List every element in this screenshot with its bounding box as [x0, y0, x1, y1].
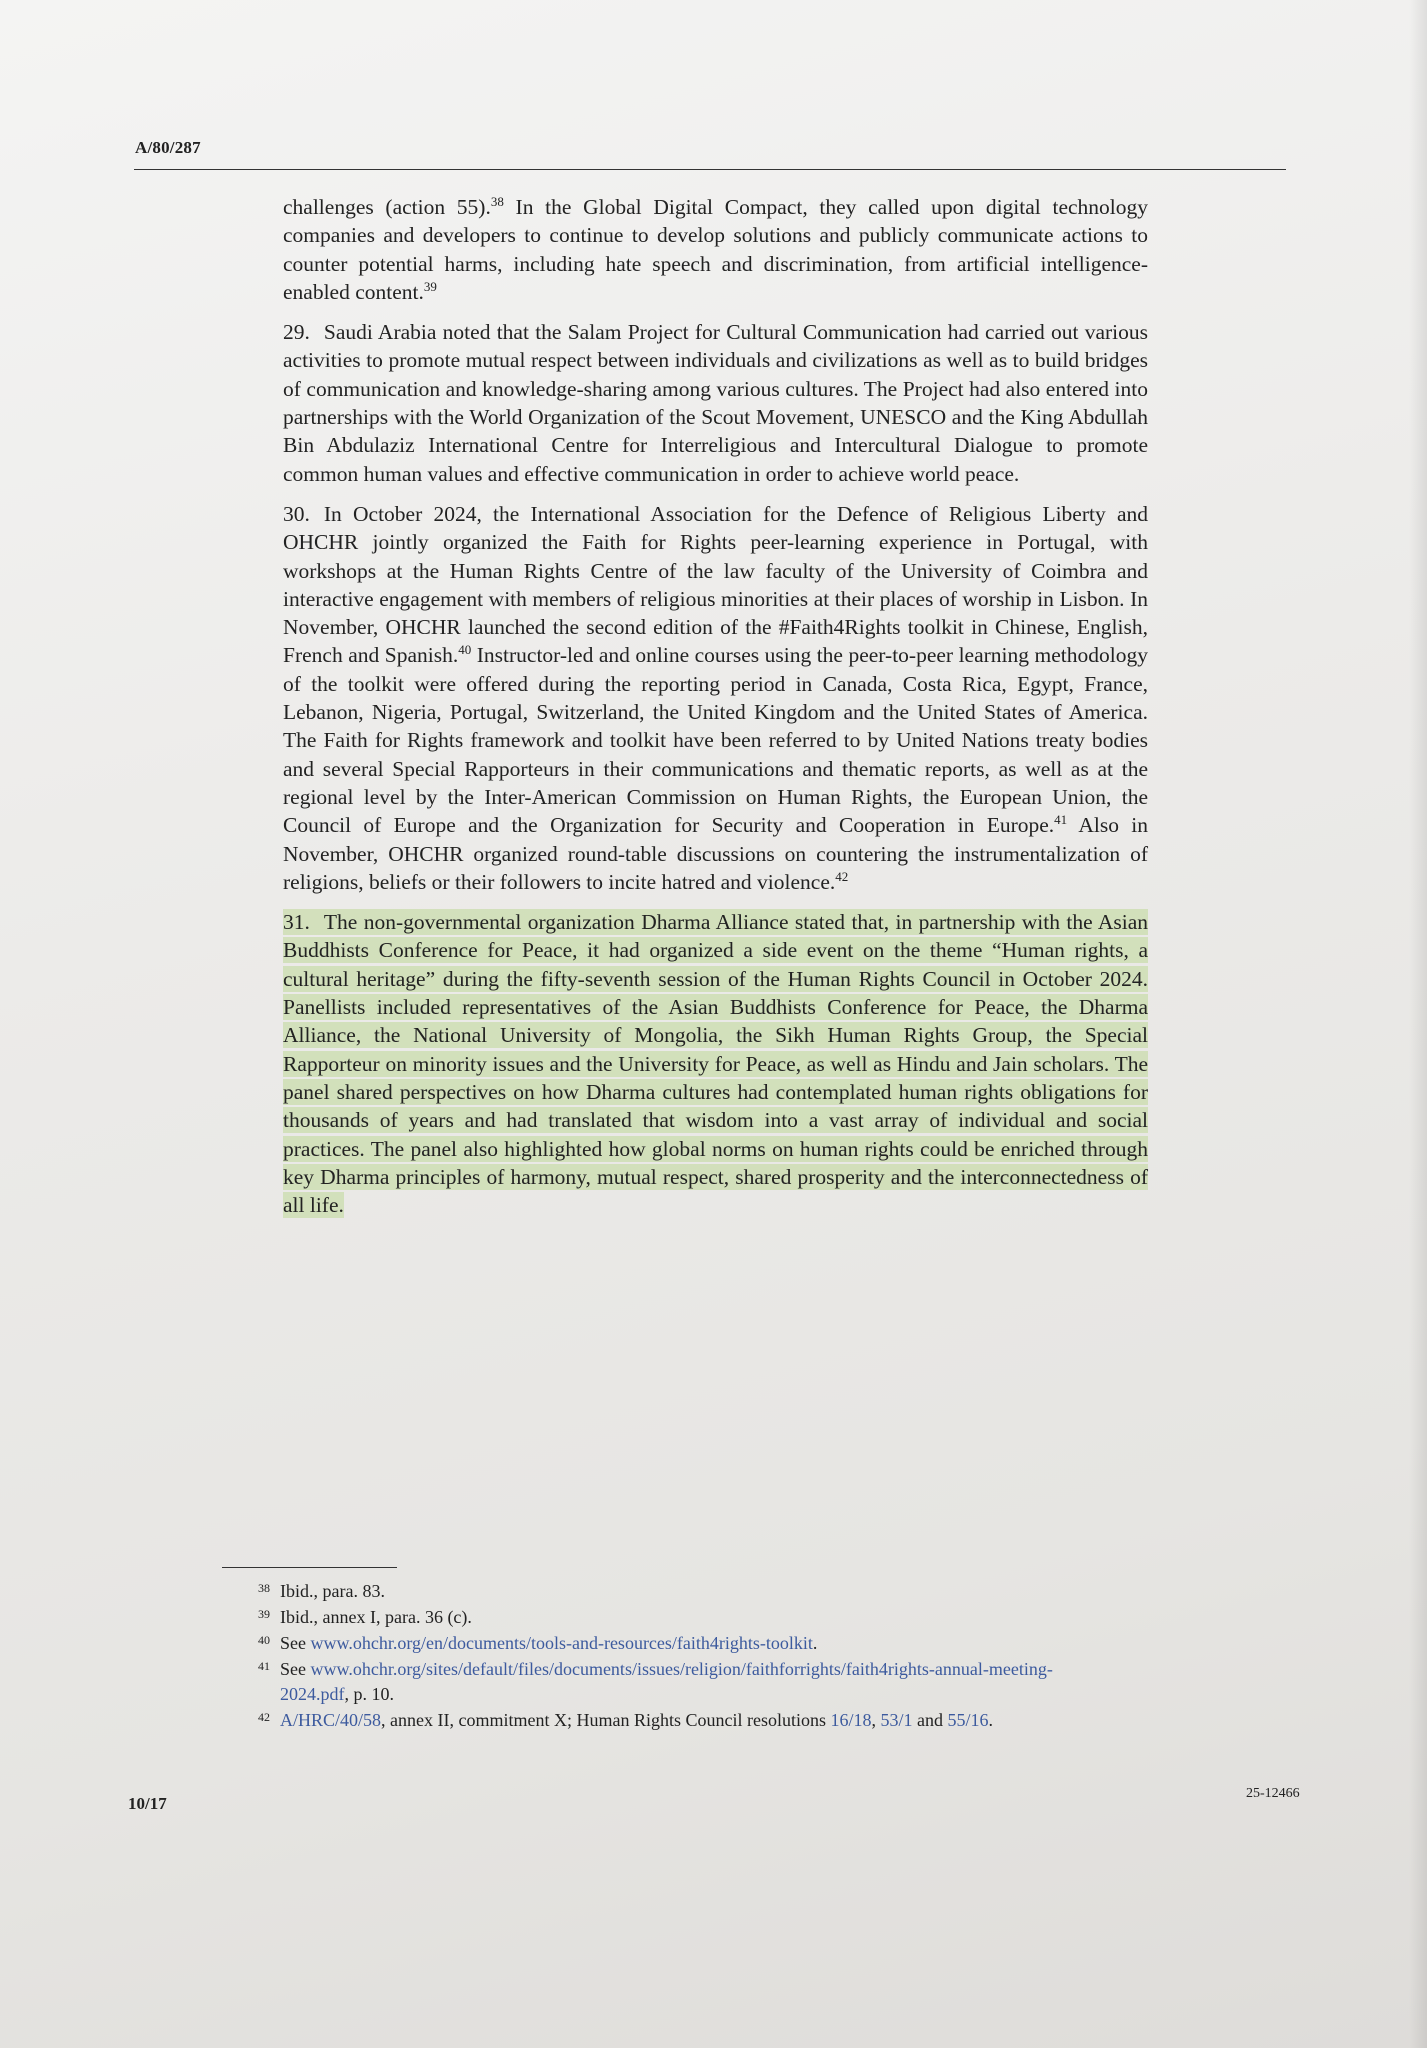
paragraph-29: [283, 318, 1148, 488]
footnote-text: Ibid., para. 83.: [280, 1581, 385, 1601]
body-text: [283, 193, 1148, 1231]
paragraph-number: 29.: [283, 320, 310, 345]
footnote-ref[interactable]: 39: [423, 278, 437, 294]
footnote-number: 38: [258, 1581, 270, 1595]
footnote-text: See: [280, 1633, 311, 1653]
paragraph-text: The non-governmental organization Dharma Alliance stated that, in partnership with the Asian Buddhists Conference for Peace, it had organized a side event on the theme “Human rights, a cultural heritage” during the fifty-seventh session of the Human Rights Council in October 2024. Panellists included representatives of the Asian Buddhists Conference for Peace, the Dharma Alliance, the National University of Mongolia, the Sikh Human Rights Group, the Special Rapporteur on minority issues and the University for Peace, as well as Hindu and Jain scholars. The panel shared perspectives on how Dharma cultures had contemplated human rights obligations for thousands of years and had translated that wisdom into a vast array of individual and social practices. The panel also highlighted how global norms on human rights could be enriched through key Dharma principles of harmony, mutual respect, shared prosperity and the interconnectedness of all life.: [283, 910, 1148, 1218]
paragraph-text: In the Global Digital Compact, they called upon digital technology companies and developers to continue to develop solutions and publicly communicate actions to counter potential harms, including hate speech and discrimination, from artificial intelligence-enabled content.: [283, 195, 1148, 304]
paragraph-text: challenges (action 55).: [283, 195, 491, 219]
footnote-38: [258, 1579, 1118, 1604]
paragraph-text: Also in November, OHCHR organized round-table discussions on countering the instrumentalization of religions, beliefs or their followers to incite hatred and violence.: [283, 813, 1148, 894]
paragraph-text: In October 2024, the International Association for the Defence of Religious Liberty and OHCHR jointly organized the Faith for Rights peer-learning experience in Portugal, with workshops at the Human Rights Centre of the law faculty of the University of Coimbra and interactive engagement with members of religious minorities at their places of worship in Lisbon. In November, OHCHR launched the second edition of the #Faith4Rights toolkit in Chinese, English, French and Spanish.: [283, 501, 1148, 668]
footnote-ref[interactable]: 41: [1054, 812, 1068, 828]
footnote-text: ,: [871, 1710, 881, 1730]
paragraph-continuation: [283, 193, 1148, 306]
footnote-ref[interactable]: 40: [458, 642, 472, 658]
footnote-text: Ibid., annex I, para. 36 (c).: [280, 1607, 472, 1627]
page-number: 10/17: [128, 1794, 167, 1813]
footnote-text: .: [812, 1633, 818, 1653]
footnote-40: [258, 1631, 1118, 1656]
job-number: 25-12466: [1246, 1786, 1300, 1801]
footnote-ref[interactable]: 42: [835, 868, 849, 884]
footnote-number: 41: [258, 1659, 270, 1673]
footnotes: [258, 1579, 1118, 1734]
document-link[interactable]: A/HRC/40/58: [280, 1710, 382, 1730]
footnote-text: See: [280, 1659, 311, 1679]
paragraph-number: 30.: [283, 501, 310, 526]
resolution-link[interactable]: 53/1: [880, 1710, 913, 1730]
footnote-ref[interactable]: 38: [490, 194, 504, 209]
footnote-42: [258, 1708, 1118, 1733]
paragraph-text: Instructor-led and online courses using the peer-to-peer learning methodology of the toolkit were offered during the reporting period in Canada, Costa Rica, Egypt, France, Lebanon, Nigeria, Portugal, Switzerland, the United Kingdom and the United States of America. The Faith for Rights framework and toolkit have been referred to by United Nations treaty bodies and several Special Rapporteurs in their communications and thematic reports, as well as at the regional level by the Inter-American Commission on Human Rights, the European Union, the Council of Europe and the Organization for Security and Cooperation in Europe.: [283, 643, 1148, 838]
footnote-number: 39: [258, 1607, 270, 1621]
paragraph-number: 31.: [283, 910, 310, 935]
footnote-separator: [222, 1567, 397, 1568]
paragraph-30: [283, 500, 1148, 896]
paragraph-31-highlighted: [283, 908, 1148, 1219]
footnote-number: 40: [258, 1633, 270, 1647]
paragraph-text: Saudi Arabia noted that the Salam Project for Cultural Communication had carried out various activities to promote mutual respect between individuals and civilizations as well as to build bridges of communication and knowledge-sharing among various cultures. The Project had also entered into partnerships with the World Organization of the Scout Movement, UNESCO and the King Abdullah Bin Abdulaziz International Centre for Interreligious and Intercultural Dialogue to promote common human values and effective communication in order to achieve world peace.: [283, 320, 1148, 486]
annual-meeting-link[interactable]: www.ohchr.org/sites/default/files/documents/issues/religion/faithforrights/faith4rights-annual-meeting-2024.pdf: [280, 1659, 1053, 1704]
header-rule: [134, 169, 1286, 170]
document-symbol: A/80/287: [135, 138, 201, 157]
resolution-link[interactable]: 55/16: [947, 1710, 989, 1730]
footnote-text: , p. 10.: [344, 1684, 394, 1704]
footnote-39: [258, 1605, 1118, 1630]
highlighted-text: [283, 909, 1148, 1218]
footnote-number: 42: [258, 1710, 270, 1724]
resolution-link[interactable]: 16/18: [830, 1710, 872, 1730]
footnote-text: .: [988, 1710, 994, 1730]
toolkit-link[interactable]: www.ohchr.org/en/documents/tools-and-resources/faith4rights-toolkit: [310, 1633, 813, 1653]
page-edge-shadow: [1409, 0, 1427, 2048]
footnote-text: and: [912, 1710, 948, 1730]
footnote-text: , annex II, commitment X; Human Rights Council resolutions: [381, 1710, 831, 1730]
footnote-41: [258, 1657, 1118, 1707]
